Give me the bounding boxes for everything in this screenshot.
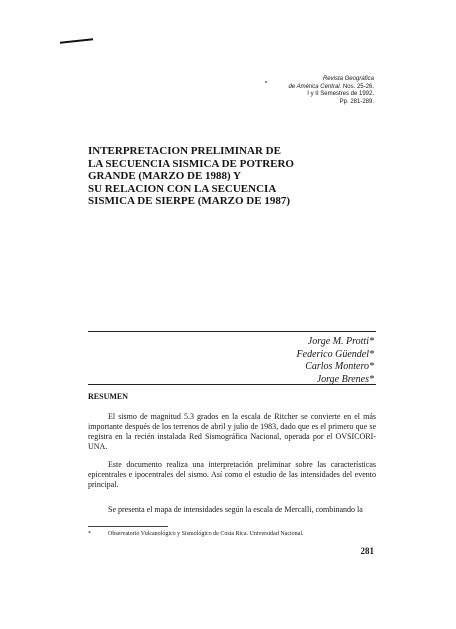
footnote-text: Observatorio Vulcanológico y Sismológico de Costa Rica. Universidad Nacional.: [108, 531, 304, 537]
footnote: [88, 530, 376, 538]
author: Jorge Brenes*: [316, 373, 374, 385]
author-list: [297, 336, 374, 386]
title-line: SISMICA DE SIERPE (MARZO DE 1987): [88, 195, 290, 207]
title-line: INTERPRETACION PRELIMINAR DE: [88, 145, 281, 157]
corner-mark: [60, 38, 93, 43]
citation-numbers: Nos. 25-26.: [342, 83, 374, 90]
author: Federico Güendel*: [296, 348, 374, 360]
footnote-symbol: *: [88, 531, 91, 537]
speck: [265, 81, 267, 83]
divider-top: [88, 331, 376, 332]
title-line: SU RELACION CON LA SECUENCIA: [88, 182, 277, 195]
page-number: 281: [360, 546, 374, 556]
journal-citation: [288, 76, 374, 106]
author: Carlos Montero*: [305, 361, 374, 372]
citation-pages: Pp. 281-289.: [339, 98, 374, 105]
title-line: LA SECUENCIA SISMICA DE POTRERO: [88, 157, 294, 170]
footnote-divider: [88, 526, 168, 527]
title-line: GRANDE (MARZO DE 1988) Y: [88, 170, 241, 182]
divider-abstract: [88, 384, 376, 385]
citation-journal: Revista Geográfica: [322, 76, 374, 82]
abstract-paragraph: El sismo de magnitud 5.3 grados en la escala de Ritcher se convierte en el más importante después de los terrenos de abril y julio de 1983, dado que es el primero que se registra en la recién instalada Red Sismográfica Nacional, operada por el OVSICORI-UNA.: [88, 412, 376, 451]
abstract-heading: RESUMEN: [88, 392, 129, 401]
abstract-paragraph: Este documento realiza una interpretación preliminar sobre las características epicentrales e ipocentrales del sismo. Así como el estudio de las intensidades del evento principal.: [88, 460, 376, 489]
citation-series: de América Central.: [288, 83, 342, 90]
citation-series-line: [288, 84, 374, 92]
author: Jorge M. Protti*: [307, 336, 374, 347]
abstract-paragraph: Se presenta el mapa de intensidades según la escala de Mercalli, combinando la: [108, 505, 363, 514]
citation-semesters: I y II Semestres de 1992.: [307, 91, 374, 97]
paper-title: [88, 145, 348, 208]
